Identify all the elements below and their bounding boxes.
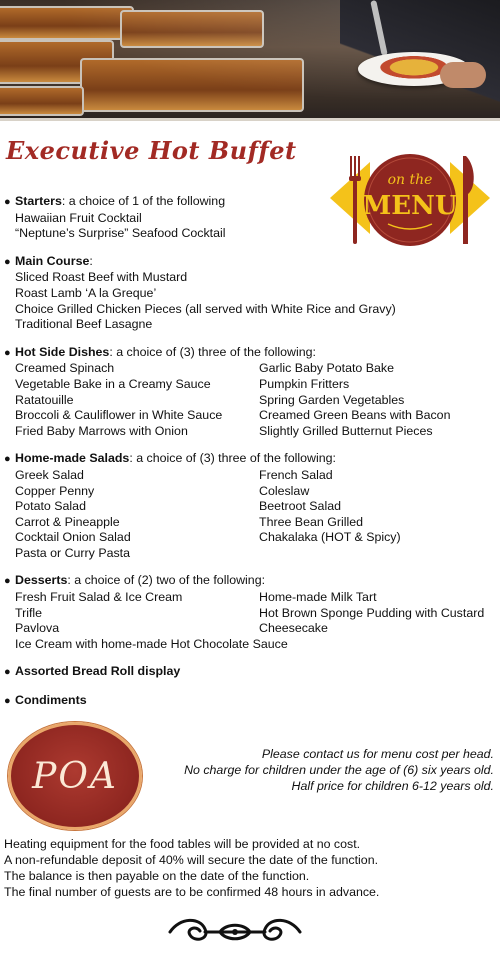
- list-item: Coleslaw: [259, 483, 310, 498]
- logo-text-top: on the: [387, 172, 433, 188]
- starters-suffix: : a choice of 1 of the following: [61, 194, 226, 208]
- list-item: French Salad: [259, 467, 333, 482]
- desserts-suffix: : a choice of (2) two of the following:: [67, 573, 266, 588]
- section-home-made-salads: ● Home-made Salads: a choice of (3) three of the following: Greek Salad French Salad Copper Penny Coleslaw Potato Salad Beetroot Salad Carrot & Pineapple Three Bean Grilled Cocktail Onion Salad Chakalaka (HOT & Spicy) Pasta or Curry Pasta: [4, 451, 500, 561]
- list-item: Spring Garden Vegetables: [259, 392, 405, 407]
- logo-text-main: MENU: [362, 191, 458, 221]
- section-condiments: ● Condiments: [4, 693, 87, 708]
- buffet-photo: [0, 0, 500, 118]
- poa-badge: [8, 722, 142, 830]
- hot-side-heading: Hot Side Dishes: [15, 344, 110, 359]
- list-item: Copper Penny: [15, 483, 95, 498]
- list-item: Creamed Green Beans with Bacon: [259, 408, 451, 423]
- main-heading: Main Course: [15, 253, 90, 268]
- list-item: Hot Brown Sponge Pudding with Custard: [259, 605, 485, 620]
- pricing-notes: [134, 746, 494, 794]
- pricing-line: No charge for children under the age of (6) six years old.: [184, 763, 494, 777]
- section-bread: ● Assorted Bread Roll display: [4, 664, 181, 679]
- list-item: Vegetable Bake in a Creamy Sauce: [15, 376, 211, 391]
- section-desserts: ● Desserts: a choice of (2) two of the following: Fresh Fruit Salad & Ice Cream Home-made Milk Tart Trifle Hot Brown Sponge Pudding with Custard Pavlova Cheesecake Ice Cream with home-made Hot Chocolate Sauce: [4, 573, 500, 652]
- section-main-course: ● Main Course: Sliced Roast Beef with Mustard Roast Lamb ‘A la Greque’ Choice Grilled Chicken Pieces (all served with White Rice and Gravy) Traditional Beef Lasagne: [4, 254, 500, 333]
- terms-line: The final number of guests are to be confirmed 48 hours in advance.: [4, 885, 380, 899]
- list-item: Trifle: [15, 605, 43, 620]
- menu-list: [4, 194, 500, 722]
- list-item: Slightly Grilled Butternut Pieces: [259, 423, 433, 438]
- terms-line: A non-refundable deposit of 40% will secure the date of the function.: [4, 853, 379, 867]
- section-starters: ● Starters: a choice of 1 of the following Hawaiian Fruit Cocktail “Neptune’s Surprise” Seafood Cocktail: [4, 194, 500, 242]
- list-item: “Neptune’s Surprise” Seafood Cocktail: [15, 226, 226, 241]
- condiments-heading: Condiments: [15, 693, 87, 708]
- list-item: Potato Salad: [15, 499, 86, 514]
- list-item: Pasta or Curry Pasta: [15, 545, 131, 560]
- terms-notes: [4, 836, 500, 900]
- list-item: Beetroot Salad: [259, 499, 341, 514]
- terms-line: Heating equipment for the food tables will be provided at no cost.: [4, 837, 361, 851]
- desserts-heading: Desserts: [15, 573, 68, 588]
- terms-line: The balance is then payable on the date of the function.: [4, 869, 310, 883]
- list-item: Ratatouille: [15, 392, 74, 407]
- main-suffix: :: [89, 253, 93, 268]
- list-item: Three Bean Grilled: [259, 514, 363, 529]
- salads-suffix: : a choice of (3) three of the following:: [129, 451, 336, 466]
- salads-heading: Home-made Salads: [15, 451, 130, 466]
- list-item: Choice Grilled Chicken Pieces (all served with White Rice and Gravy): [15, 301, 396, 316]
- pricing-line: Please contact us for menu cost per head.: [261, 747, 494, 761]
- list-item: Hawaiian Fruit Cocktail: [15, 210, 142, 225]
- poa-label: POA: [32, 755, 118, 797]
- list-item: Carrot & Pineapple: [15, 514, 120, 529]
- list-item: Garlic Baby Potato Bake: [259, 361, 394, 376]
- list-item: Cheesecake: [259, 621, 328, 636]
- list-item: Cocktail Onion Salad: [15, 530, 131, 545]
- list-item: Sliced Roast Beef with Mustard: [15, 270, 188, 285]
- list-item: Chakalaka (HOT & Spicy): [259, 530, 401, 545]
- list-item: Broccoli & Cauliflower in White Sauce: [15, 408, 223, 423]
- starters-heading: Starters: [15, 194, 62, 208]
- page-title: Executive Hot Buffet: [6, 136, 297, 165]
- list-item: Ice Cream with home-made Hot Chocolate Sauce: [15, 636, 288, 651]
- list-item: Fried Baby Marrows with Onion: [15, 423, 188, 438]
- hot-side-suffix: : a choice of (3) three of the following:: [109, 344, 316, 359]
- flourish-divider: [160, 915, 310, 949]
- list-item: Traditional Beef Lasagne: [15, 317, 153, 332]
- pricing-line: Half price for children 6-12 years old.: [291, 779, 494, 793]
- list-item: Fresh Fruit Salad & Ice Cream: [15, 590, 183, 605]
- list-item: Pumpkin Fritters: [259, 376, 350, 391]
- list-item: Home-made Milk Tart: [259, 590, 377, 605]
- list-item: Pavlova: [15, 621, 60, 636]
- list-item: Creamed Spinach: [15, 361, 115, 376]
- section-hot-side-dishes: ● Hot Side Dishes: a choice of (3) three of the following: Creamed Spinach Garlic Baby Potato Bake Vegetable Bake in a Creamy Sauce Pumpkin Fritters Ratatouille Spring Garden Vegetables Broccoli & Cauliflower in White Sauce Creamed Green Beans with Bacon Fried Baby Marrows with Onion Slightly Grilled Butternut Pieces: [4, 345, 500, 440]
- list-item: Roast Lamb ‘A la Greque’: [15, 285, 157, 300]
- list-item: Greek Salad: [15, 467, 84, 482]
- header-divider: [0, 118, 500, 121]
- bread-heading: Assorted Bread Roll display: [15, 664, 181, 679]
